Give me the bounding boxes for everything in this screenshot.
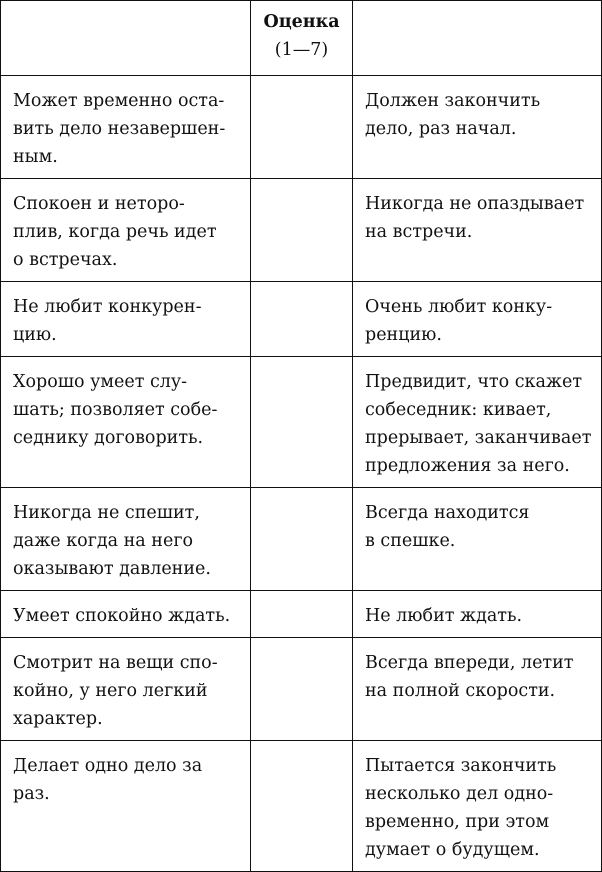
behavior-left-cell bbox=[1, 488, 251, 591]
cell-text-line: Не любит конкурен- bbox=[13, 297, 202, 317]
table-row bbox=[1, 357, 602, 488]
score-input-cell[interactable] bbox=[251, 282, 353, 357]
cell-text-line: койно, у него легкий bbox=[13, 681, 208, 701]
behavior-left-cell bbox=[1, 591, 251, 638]
cell-text-line: Очень любит конку- bbox=[365, 297, 553, 317]
cell-text-line: Всегда впереди, летит bbox=[365, 653, 574, 673]
cell-text-line: Никогда не опаздывает bbox=[365, 194, 585, 214]
cell-text-line: несколько дел одно- bbox=[365, 784, 554, 804]
behavior-right-cell bbox=[353, 179, 602, 282]
behavior-right-cell bbox=[353, 741, 602, 872]
behavior-right-cell bbox=[353, 357, 602, 488]
cell-text-line: Никогда не спешит, bbox=[13, 503, 200, 523]
header-score-cell bbox=[251, 1, 353, 76]
behavior-right-cell bbox=[353, 76, 602, 179]
behavior-left-cell bbox=[1, 741, 251, 872]
cell-text-line: характер. bbox=[13, 709, 103, 729]
cell-text-line: даже когда на него bbox=[13, 531, 194, 551]
cell-text-line: ренцию. bbox=[365, 325, 442, 345]
behavior-right-cell bbox=[353, 488, 602, 591]
cell-text-line: на полной скорости. bbox=[365, 681, 556, 701]
cell-text-line: Делает одно дело за bbox=[13, 756, 203, 776]
cell-text-line: седнику договорить. bbox=[13, 428, 204, 448]
cell-text-line: о встречах. bbox=[13, 250, 118, 270]
header-row bbox=[1, 1, 602, 76]
table-row bbox=[1, 638, 602, 741]
behavior-right-cell bbox=[353, 638, 602, 741]
cell-text-line: на встречи. bbox=[365, 222, 473, 242]
score-input-cell[interactable] bbox=[251, 76, 353, 179]
cell-text-line: прерывает, заканчивает bbox=[365, 428, 592, 448]
score-input-cell[interactable] bbox=[251, 357, 353, 488]
cell-text-line: в спешке. bbox=[365, 531, 456, 551]
cell-text-line: вить дело незавершен- bbox=[13, 119, 226, 139]
score-input-cell[interactable] bbox=[251, 179, 353, 282]
table-row bbox=[1, 76, 602, 179]
behavior-left-cell bbox=[1, 282, 251, 357]
score-title: Оценка bbox=[263, 12, 340, 32]
table-row bbox=[1, 591, 602, 638]
table-row bbox=[1, 488, 602, 591]
score-input-cell[interactable] bbox=[251, 488, 353, 591]
cell-text-line: дело, раз начал. bbox=[365, 119, 517, 139]
cell-text-line: Смотрит на вещи спо- bbox=[13, 653, 218, 673]
cell-text-line: Всегда находится bbox=[365, 503, 530, 523]
behavior-left-cell bbox=[1, 179, 251, 282]
score-input-cell[interactable] bbox=[251, 638, 353, 741]
header-left-cell bbox=[1, 1, 251, 76]
cell-text-line: Умеет спокойно ждать. bbox=[13, 606, 231, 626]
cell-text-line: думает о будущем. bbox=[365, 840, 540, 860]
cell-text-line: раз. bbox=[13, 784, 50, 804]
cell-text-line: оказывают давление. bbox=[13, 559, 211, 579]
table-row bbox=[1, 741, 602, 872]
cell-text-line: собеседник: кивает, bbox=[365, 400, 552, 420]
cell-text-line: ным. bbox=[13, 147, 58, 167]
table-row bbox=[1, 282, 602, 357]
behavior-left-cell bbox=[1, 76, 251, 179]
cell-text-line: Может временно оста- bbox=[13, 91, 225, 111]
behavior-right-cell bbox=[353, 591, 602, 638]
score-input-cell[interactable] bbox=[251, 591, 353, 638]
cell-text-line: шать; позволяет собе- bbox=[13, 400, 218, 420]
cell-text-line: Хорошо умеет слу- bbox=[13, 372, 188, 392]
cell-text-line: цию. bbox=[13, 325, 57, 345]
cell-text-line: предложения за него. bbox=[365, 456, 570, 476]
behavior-left-cell bbox=[1, 638, 251, 741]
cell-text-line: плив, когда речь идет bbox=[13, 222, 217, 242]
cell-text-line: Спокоен и неторо- bbox=[13, 194, 185, 214]
header-right-cell bbox=[353, 1, 602, 76]
behavior-left-cell bbox=[1, 357, 251, 488]
score-input-cell[interactable] bbox=[251, 741, 353, 872]
cell-text-line: Предвидит, что скажет bbox=[365, 372, 583, 392]
cell-text-line: Должен закончить bbox=[365, 91, 541, 111]
cell-text-line: временно, при этом bbox=[365, 812, 550, 832]
behavior-right-cell bbox=[353, 282, 602, 357]
cell-text-line: Не любит ждать. bbox=[365, 606, 523, 626]
cell-text-line: Пытается закончить bbox=[365, 756, 557, 776]
table-row bbox=[1, 179, 602, 282]
score-range: (1—7) bbox=[274, 40, 329, 60]
